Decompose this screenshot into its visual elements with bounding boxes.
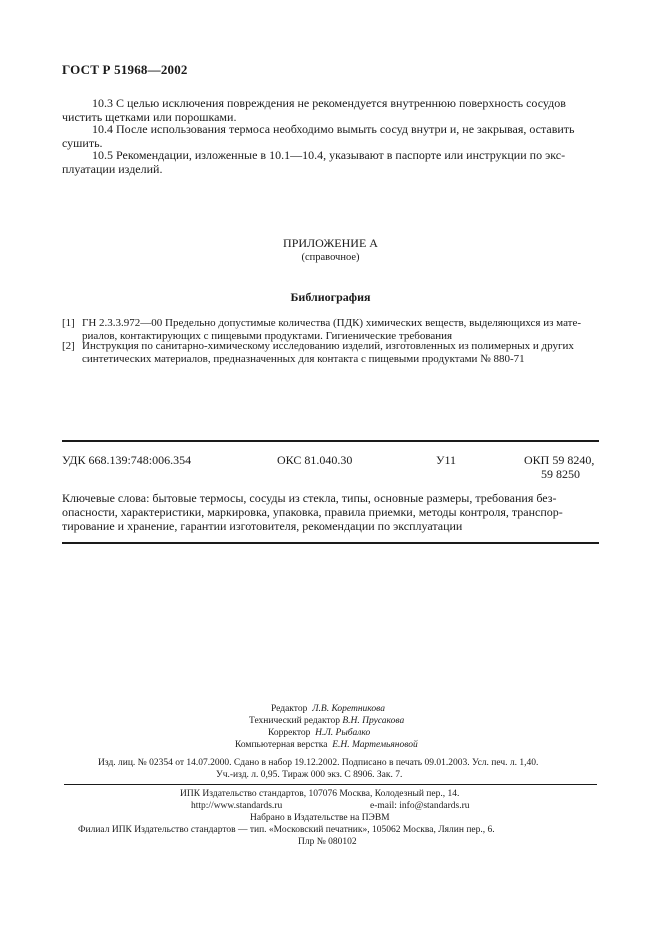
bib-1-line1: ГН 2.3.3.972—00 Предельно допустимые количества (ПДК) химических веществ, выделяющихся из мате- xyxy=(82,317,582,329)
para-10-3-line1: 10.3 С целью исключения повреждения не рекомендуется внутреннюю поверхность сосудов xyxy=(92,96,566,110)
bib-2-line1: Инструкция по санитарно-химическому исследованию изделий, изготовленных из полимерных и других xyxy=(82,340,574,352)
document-code: ГОСТ Р 51968—2002 xyxy=(62,62,188,77)
publication-line1: Изд. лиц. № 02354 от 14.07.2000. Сдано в набор 19.12.2002. Подписано в печать 09.01.2003. Усл. печ. л. 1,40. xyxy=(98,758,539,768)
credit-technical-editor: Технический редактор В.Н. Прусакова xyxy=(249,716,405,726)
para-10-4-line1: 10.4 После использования термоса необходимо вымыть сосуд внутри и, не закрывая, оставить xyxy=(92,122,575,136)
publisher-line5: Плр № 080102 xyxy=(298,837,357,847)
para-10-4-line2: сушить. xyxy=(62,136,103,150)
keywords-line1: Ключевые слова: бытовые термосы, сосуды из стекла, типы, основные размеры, требования без- xyxy=(62,491,557,505)
publisher-line1: ИПК Издательство стандартов, 107076 Москва, Колодезный пер., 14. xyxy=(180,789,460,799)
okp-code-line1: ОКП 59 8240, xyxy=(524,453,595,467)
u-code: У11 xyxy=(436,453,457,467)
bottom-rule xyxy=(62,542,599,544)
udk-code: УДК 668.139:748:006.354 xyxy=(62,453,192,467)
keywords-line3: тирование и хранение, гарантии изготовителя, рекомендации по эксплуатации xyxy=(62,519,463,533)
imprint-rule xyxy=(64,784,597,785)
para-10-3-line2: чистить щетками или порошками. xyxy=(62,110,237,124)
appendix-subtitle: (справочное) xyxy=(301,252,360,263)
bib-2-line2: синтетических материалов, предназначенных для контакта с пищевыми продуктами № 880-71 xyxy=(82,353,525,365)
publisher-line4: Филиал ИПК Издательство стандартов — тип. «Московский печатник», 105062 Москва, Лялин пер., 6. xyxy=(78,825,495,835)
keywords-line2: опасности, характеристики, маркировка, упаковка, правила приемки, методы контроля, транспор- xyxy=(62,505,563,519)
para-10-5-line2: плуатации изделий. xyxy=(62,162,163,176)
publisher-website: http://www.standards.ru xyxy=(191,801,283,811)
para-10-5-line1: 10.5 Рекомендации, изложенные в 10.1—10.4, указывают в паспорте или инструкции по экс- xyxy=(92,148,566,162)
bib-1-number: [1] xyxy=(62,317,75,329)
bib-2-number: [2] xyxy=(62,340,75,352)
credit-corrector: Корректор Н.Л. Рыбалко xyxy=(268,728,371,738)
credit-editor: Редактор Л.В. Коретникова xyxy=(271,704,385,714)
okp-code-line2: 59 8250 xyxy=(541,467,580,481)
bib-1-line2: риалов, контактирующих с пищевыми продуктами. Гигиенические требования xyxy=(82,330,453,342)
oks-code: ОКС 81.040.30 xyxy=(277,453,353,467)
publisher-email: e-mail: info@standards.ru xyxy=(370,801,470,811)
appendix-title: ПРИЛОЖЕНИЕ А xyxy=(283,236,378,250)
publication-line2: Уч.-изд. л. 0,95. Тираж 000 экз. С 8906. Зак. 7. xyxy=(216,770,403,780)
publisher-line3: Набрано в Издательстве на ПЭВМ xyxy=(250,813,390,823)
credit-layout: Компьютерная верстка Е.Н. Мартемьяновой xyxy=(235,740,418,750)
top-rule xyxy=(62,440,599,442)
bibliography-heading: Библиография xyxy=(290,290,371,304)
